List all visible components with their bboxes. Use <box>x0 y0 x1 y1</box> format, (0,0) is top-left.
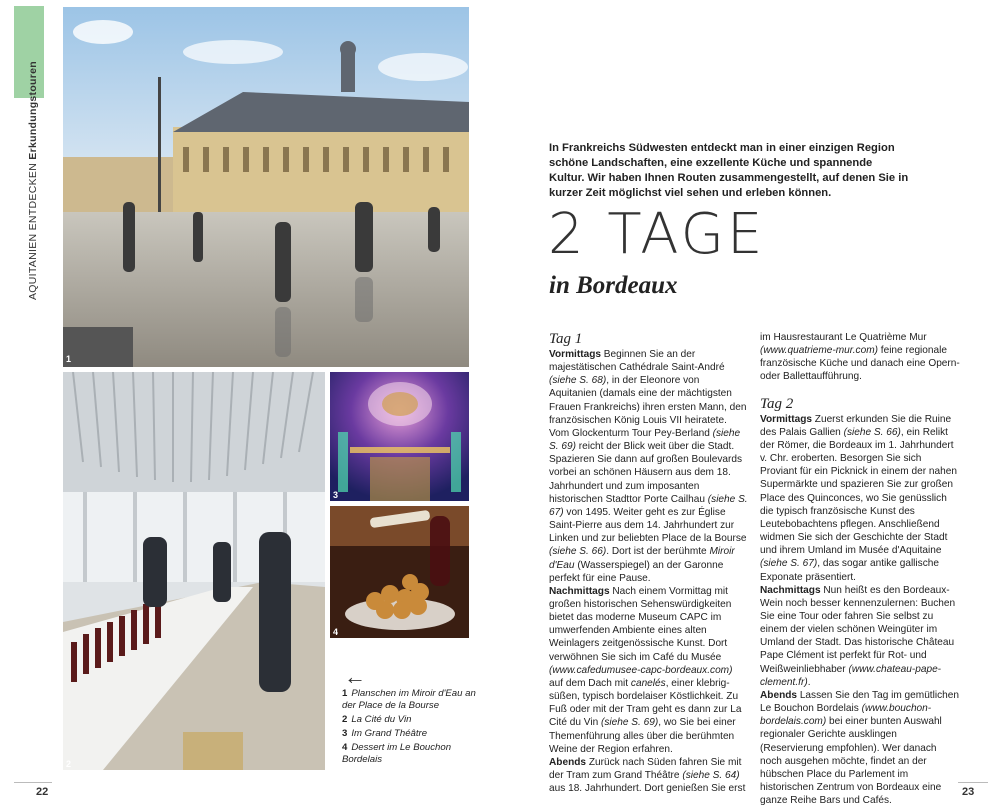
body-text: , das sogar antike gallische Exponate präsentiert. <box>760 558 939 583</box>
body-text: , in der Eleonore von Aquitanien (damals eine der mächtigsten Frauen Frankreichs) ihren ersten Mann, den französischen König Louis VII heiratete. Vom Glockenturm Tour Pey-Berland <box>549 375 747 439</box>
body-text: Lassen Sie den Tag im gemütlichen Le Bouchon Bordelais <box>760 689 959 715</box>
photo-dessert <box>330 506 469 638</box>
web-reference: (www.quatrieme-mur.com) <box>760 345 878 357</box>
time-label: Abends <box>760 689 798 701</box>
text-column-1 <box>549 331 749 795</box>
photo-number: 3 <box>333 490 339 500</box>
caption-number: 1 <box>342 688 348 699</box>
body-text: , einer klebrig-süßen, typisch bordelaiser Köstlichkeit. Zu Fuß oder mit der Tram geht es dann zur La Cité du Vin <box>549 677 742 729</box>
page-reference: (siehe S. 67) <box>549 493 748 518</box>
web-reference: (www.chateau-pape-clement.fr) <box>760 663 942 688</box>
body-text: Zurück nach Süden fahren Sie mit der Tram zum Grand Théâtre <box>549 756 742 781</box>
day1-continuation <box>760 331 960 384</box>
day2-paragraph <box>760 689 960 807</box>
page-reference: (siehe S. 66) <box>843 426 901 438</box>
body-text: (Wasserspiegel) an der Garonne perfekt für eine Pause. <box>549 559 724 584</box>
page-reference: (siehe S. 66) <box>549 546 607 558</box>
photo-number: 2 <box>66 759 72 769</box>
caption-text: Im Grand Théâtre <box>351 728 428 739</box>
photo-grand-theatre <box>330 372 469 501</box>
body-text: . <box>807 676 811 688</box>
body-text: im Hausrestaurant Le Quatrième Mur <box>760 332 927 343</box>
page-reference: (siehe S. 68) <box>549 375 607 387</box>
caption-item <box>342 714 482 726</box>
photo-captions <box>342 688 482 768</box>
caption-number: 4 <box>342 742 348 753</box>
italic-term: canelés <box>630 677 666 689</box>
page-subtitle: in Bordeaux <box>549 272 678 299</box>
body-text: auf dem Dach mit <box>549 677 631 689</box>
photo-number: 4 <box>333 627 339 637</box>
folio-rule <box>14 782 52 783</box>
page-number-right: 23 <box>962 786 975 798</box>
time-label: Vormittags <box>549 349 601 360</box>
caption-number: 3 <box>342 728 348 739</box>
page-reference: (siehe S. 67) <box>760 558 818 570</box>
page-reference: (siehe S. 69) <box>601 717 659 729</box>
caption-item <box>342 728 482 740</box>
caption-item <box>342 688 482 712</box>
time-label: Nachmittags <box>549 585 610 597</box>
time-label: Nachmittags <box>760 584 821 596</box>
arrow-left-icon: ← <box>344 664 366 689</box>
time-label: Vormittags <box>760 413 812 425</box>
body-text: feine regionale französische Küche und danach eine Opern- oder Ballettaufführung. <box>760 345 960 383</box>
page-reference: (siehe S. 69) <box>549 427 741 453</box>
caption-text: Dessert im Le Bouchon Bordelais <box>342 742 452 765</box>
body-text: Nach einem Vormittag mit großen historischen Sehenswürdigkeiten bietet das moderne Museum CAPC im umwerfenden Ambiente eines alten Weinlagers zeitgenössische Kunst. Dort verwöhnen Sie sich im Café du Musée <box>549 585 732 663</box>
body-text: aus 18. Jahrhundert. Dort genießen Sie erst <box>549 783 746 795</box>
body-text: bei einer bunten Auswahl regionaler Gerichte ausklingen (Reservierung empfohlen). Wer danach noch ausgehen möchte, findet an der hübschen Place du Parlement im historischen Zentrum von Bordeaux eine ganze Reihe Bars und Cafés. <box>760 716 942 807</box>
body-text: . Dort ist der berühmte <box>606 546 710 558</box>
day2-paragraph <box>760 413 960 584</box>
day1-paragraph <box>549 585 749 756</box>
running-head-bold: Erkundungstouren <box>27 60 39 160</box>
body-text: , ein Relikt der Römer, die Bordeaux im 1. Jahrhundert v. Chr. eroberten. Besorgen Sie sich Proviant für ein Picknick in einem der nahen Supermärkte und spazieren Sie zur großen Place des Quinconces, wo Sie genüsslich die typisch französische Kunst des Leutebobachtens pflegen. Anschließend widmen Sie sich der Geschichte der Stadt und ihrem Umland im Musée d'Aquitaine <box>760 426 957 557</box>
body-text: , wo Sie bei einer Themenführung alles über die berühmten Weine der Region erfahren. <box>549 717 736 755</box>
caption-number: 2 <box>342 714 348 725</box>
running-head <box>27 61 39 300</box>
photo-miroir-d-eau <box>63 7 469 367</box>
running-head-light: AQUITANIEN ENTDECKEN <box>27 162 39 300</box>
body-text: Zuerst erkunden Sie die Ruine des Palais Gallien <box>760 413 952 438</box>
body-text: Beginnen Sie an der majestätischen Cathédrale Saint-André <box>549 349 725 374</box>
day-heading: Tag 2 <box>760 395 794 412</box>
body-text: von 1495. Weiter geht es zur Église Saint-Pierre aus dem 14. Jahrhundert zur Linken und zur beliebten Place de la Bourse <box>549 506 747 545</box>
text-column-2 <box>760 331 960 807</box>
body-text: reicht der Blick weit über die Stadt. Spazieren Sie dann auf großen Boulevards vorbei an schönen Häusern aus dem 18. Jahrhundert und zum imposanten historischen Stadttor Porte Cailhau <box>549 441 743 505</box>
web-reference: (www.cafedumusee-capc-bordeaux.com) <box>549 664 733 676</box>
web-reference: (www.bouchon-bordelais.com) <box>760 703 932 728</box>
time-label: Abends <box>549 756 587 768</box>
caption-item <box>342 742 482 766</box>
page-reference: (siehe S. 64) <box>682 770 740 781</box>
day1-paragraph <box>549 756 749 795</box>
caption-text: La Cité du Vin <box>351 714 412 725</box>
page-title: 2 TAGE <box>548 202 766 267</box>
page-number-left: 22 <box>36 786 49 798</box>
day-heading: Tag 1 <box>549 331 583 347</box>
italic-term: Miroir d'Eau <box>549 546 735 571</box>
day2-paragraph <box>760 584 960 689</box>
intro-text: In Frankreichs Südwesten entdeckt man in einer einzigen Region schöne Landschaften, eine exzellente Küche und spannende Kultur. Wir haben Ihnen Routen zusammengestellt, auf denen Sie in kurzer Zeit möglichst viel sehen und erleben können. <box>549 142 909 199</box>
day1-paragraph <box>549 348 749 585</box>
photo-cite-du-vin <box>63 372 325 770</box>
folio-rule <box>958 782 988 783</box>
caption-text: Planschen im Miroir d'Eau an der Place de la Bourse <box>342 688 476 711</box>
photo-number: 1 <box>66 354 72 364</box>
body-text: Nun heißt es den Bordeaux-Wein noch besser kennenzulernen: Buchen Sie eine Tour oder fahren Sie selbst zu einem der vielen schönen Weingüter im Umland der Stadt. Das historische Château Pape Clément ist perfekt für Rot- und Weißweinliebhaber <box>760 584 956 675</box>
